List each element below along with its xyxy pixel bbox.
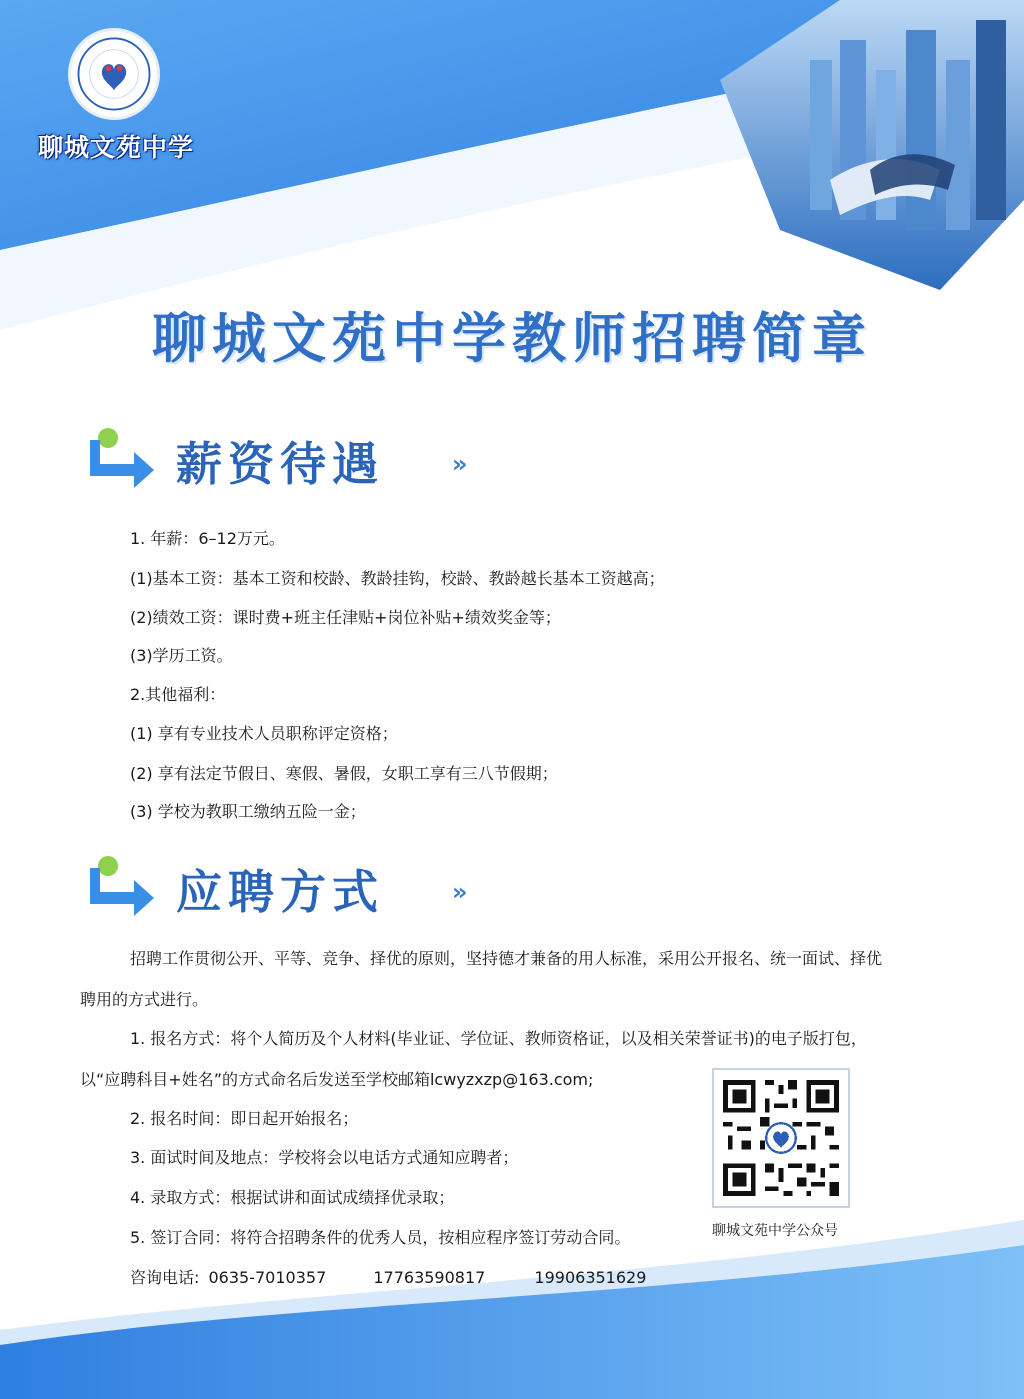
phone-number: 0635-7010357 (208, 1268, 327, 1287)
section-heading-salary (90, 424, 510, 494)
chevron-icon: » (452, 450, 468, 478)
salary-line: (2)绩效工资：课时费+班主任津贴+岗位补贴+绩效奖金等； (130, 608, 561, 627)
phone-number: 19906351629 (534, 1268, 647, 1287)
qr-caption: 聊城文苑中学公众号 (712, 1223, 838, 1239)
section-title-apply: 应聘方式 (176, 865, 384, 919)
benefit-line: (1) 享有专业技术人员职称评定资格； (130, 724, 398, 743)
benefit-line: (2) 享有法定节假日、寒假、暑假，女职工享有三八节假期； (130, 764, 558, 783)
contact-phones (130, 1265, 646, 1288)
section-title-salary: 薪资待遇 (176, 437, 384, 491)
benefit-line: (3) 学校为教职工缴纳五险一金； (130, 802, 366, 821)
salary-line: 1. 年薪：6–12万元。 (130, 529, 285, 548)
salary-line: (1)基本工资：基本工资和校龄、教龄挂钩，校龄、教龄越长基本工资越高； (130, 569, 665, 588)
apply-item: 4. 录取方式：根据试讲和面试成绩择优录取； (130, 1188, 455, 1207)
arrow-icon (90, 424, 160, 494)
handshake-photo (680, 0, 1024, 290)
apply-item: 3. 面试时间及地点：学校将会以电话方式通知应聘者； (130, 1148, 519, 1167)
apply-item: 2. 报名时间：即日起开始报名； (130, 1109, 359, 1128)
salary-line: 2.其他福利： (130, 685, 226, 704)
apply-method: 1. 报名方式：将个人简历及个人材料(毕业证、学位证、教师资格证，以及相关荣誉证书)的电子版打包，以“应聘科目+姓名”的方式命名后发送至学校邮箱lcwyzxzp@163.com; (80, 1029, 867, 1089)
school-logo (68, 28, 160, 120)
apply-item: 5. 签订合同：将符合招聘条件的优秀人员，按相应程序签订劳动合同。 (130, 1228, 631, 1247)
chevron-icon: » (452, 878, 468, 906)
apply-intro: 招聘工作贯彻公开、平等、竞争、择优的原则，坚持德才兼备的用人标准，采用公开报名、统一面试、择优聘用的方式进行。 (80, 949, 883, 1009)
page-title: 聊城文苑中学教师招聘简章 (152, 306, 872, 370)
qr-code (712, 1068, 850, 1208)
contact-label: 咨询电话: (130, 1268, 200, 1287)
arrow-icon (90, 852, 160, 922)
school-name: 聊城文苑中学 (38, 133, 195, 162)
salary-line: (3)学历工资。 (130, 646, 233, 665)
section-heading-apply (90, 852, 510, 922)
phone-number: 17763590817 (373, 1268, 486, 1287)
